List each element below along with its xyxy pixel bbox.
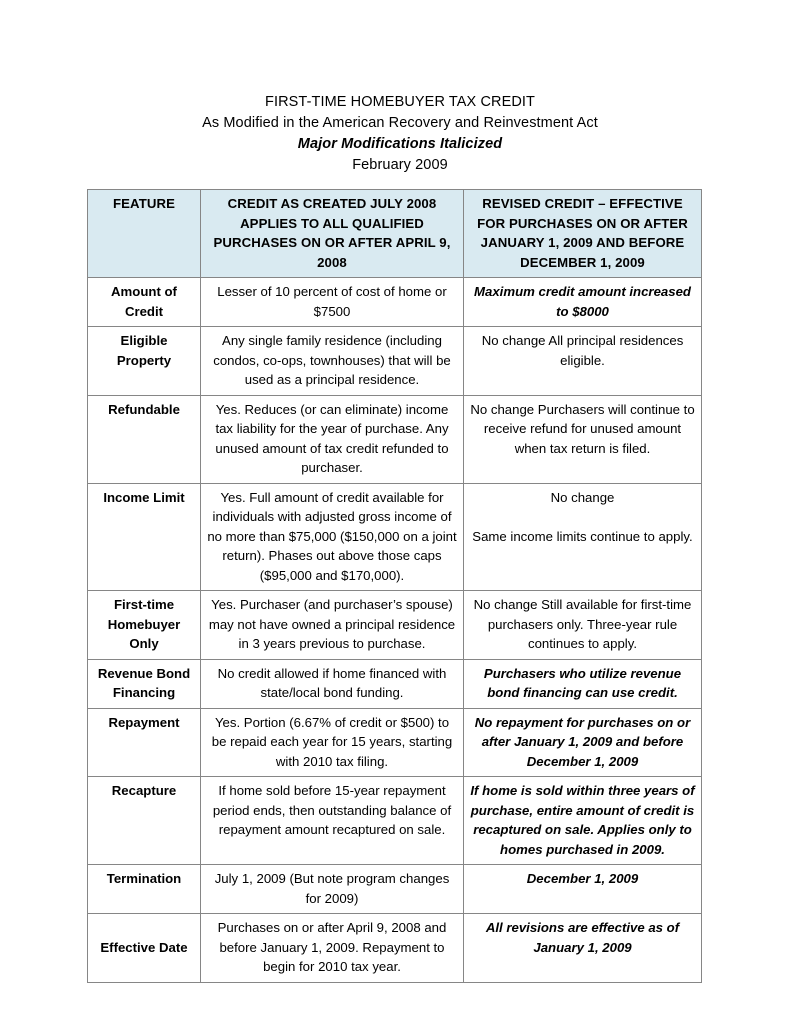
row-original-value: Lesser of 10 percent of cost of home or $7500 — [201, 278, 464, 327]
table-row — [88, 914, 702, 983]
row-feature-label: Revenue Bond Financing — [88, 659, 201, 708]
table-body — [88, 278, 702, 983]
row-original-value: Yes. Reduces (or can eliminate) income tax liability for the year of purchase. Any unused amount of tax credit refunded to purchaser. — [201, 395, 464, 483]
table-row — [88, 865, 702, 914]
table-header-row — [88, 190, 702, 278]
credit-comparison-table — [87, 189, 702, 983]
document-header — [0, 92, 800, 176]
row-original-value: If home sold before 15-year repayment period ends, then outstanding balance of repayment amount recaptured on sale. — [201, 777, 464, 865]
column-header-original-credit: CREDIT AS CREATED JULY 2008 APPLIES TO ALL QUALIFIED PURCHASES ON OR AFTER APRIL 9, 2008 — [201, 190, 464, 278]
row-revised-value: No repayment for purchases on or after January 1, 2009 and before December 1, 2009 — [464, 708, 702, 777]
row-original-value: July 1, 2009 (But note program changes for 2009) — [201, 865, 464, 914]
row-revised-value — [464, 483, 702, 591]
row-feature-label: Recapture — [88, 777, 201, 865]
document-date: February 2009 — [352, 157, 448, 173]
row-feature-label: Termination — [88, 865, 201, 914]
table-header — [88, 190, 702, 278]
credit-comparison-table-wrapper — [87, 189, 701, 983]
row-feature-label: Repayment — [88, 708, 201, 777]
row-revised-value: December 1, 2009 — [464, 865, 702, 914]
row-original-value: Yes. Purchaser (and purchaser’s spouse) may not have owned a principal residence in 3 years previous to purchase. — [201, 591, 464, 660]
table-row — [88, 591, 702, 660]
spacer-line — [469, 507, 696, 527]
row-original-value: Purchases on or after April 9, 2008 and before January 1, 2009. Repayment to begin for 2010 tax year. — [201, 914, 464, 983]
table-row — [88, 327, 702, 396]
row-revised-value: Purchasers who utilize revenue bond financing can use credit. — [464, 659, 702, 708]
row-revised-value-primary: No change — [550, 489, 615, 505]
row-feature-label: First-time Homebuyer Only — [88, 591, 201, 660]
row-original-value: No credit allowed if home financed with state/local bond funding. — [201, 659, 464, 708]
table-row — [88, 278, 702, 327]
document-title: FIRST-TIME HOMEBUYER TAX CREDIT — [264, 94, 536, 110]
row-original-value: Any single family residence (including condos, co-ops, townhouses) that will be used as a principal residence. — [201, 327, 464, 396]
row-feature-label: Income Limit — [88, 483, 201, 591]
column-header-revised-credit: REVISED CREDIT – EFFECTIVE FOR PURCHASES ON OR AFTER JANUARY 1, 2009 AND BEFORE DECEMBER 1, 2009 — [464, 190, 702, 278]
column-header-feature: FEATURE — [88, 190, 201, 278]
document-subtitle: As Modified in the American Recovery and Reinvestment Act — [202, 115, 598, 131]
row-feature-label: Eligible Property — [88, 327, 201, 396]
row-original-value: Yes. Portion (6.67% of credit or $500) to be repaid each year for 15 years, starting with 2010 tax filing. — [201, 708, 464, 777]
row-revised-value-secondary: Same income limits continue to apply. — [472, 528, 693, 544]
table-row — [88, 777, 702, 865]
row-revised-value: No change Still available for first-time purchasers only. Three-year rule continues to apply. — [464, 591, 702, 660]
row-revised-value: Maximum credit amount increased to $8000 — [464, 278, 702, 327]
row-feature-label: Effective Date — [88, 914, 201, 983]
row-revised-value: No change Purchasers will continue to receive refund for unused amount when tax return is filed. — [464, 395, 702, 483]
row-revised-value: No change All principal residences eligible. — [464, 327, 702, 396]
table-row — [88, 708, 702, 777]
table-row — [88, 659, 702, 708]
table-row — [88, 483, 702, 591]
table-row — [88, 395, 702, 483]
row-revised-value: All revisions are effective as of January 1, 2009 — [464, 914, 702, 983]
row-original-value: Yes. Full amount of credit available for individuals with adjusted gross income of no more than $75,000 ($150,000 on a joint return). Phases out above those caps ($95,000 and $170,000). — [201, 483, 464, 591]
document-modifications-note: Major Modifications Italicized — [297, 136, 503, 152]
row-feature-label: Amount of Credit — [88, 278, 201, 327]
row-revised-value: If home is sold within three years of purchase, entire amount of credit is recaptured on sale. Applies only to homes purchased in 2009. — [464, 777, 702, 865]
row-feature-label: Refundable — [88, 395, 201, 483]
